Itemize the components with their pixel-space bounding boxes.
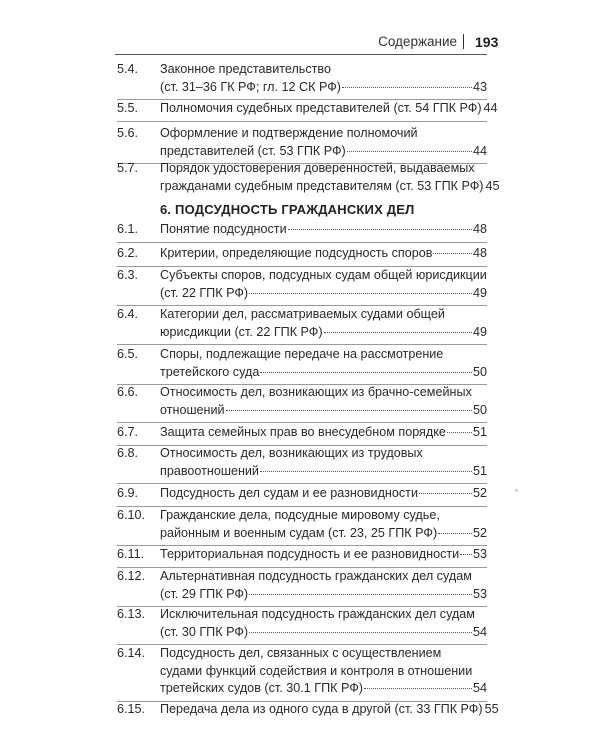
- toc-entry-page: 43: [472, 79, 487, 94]
- toc-entry-page: 54: [472, 681, 487, 695]
- toc-entry-title-line: Порядок удостоверения доверенностей, выдаваемых: [160, 161, 475, 175]
- toc-entry-number: 6.9.: [117, 486, 139, 500]
- toc-entry-number: 6.15.: [117, 702, 146, 716]
- toc-entry-page: 50: [472, 364, 487, 379]
- toc-entry-title-line: районным и военным судам (ст. 23, 25 ГПК РФ): [160, 525, 438, 540]
- dot-leader: [342, 87, 472, 88]
- toc-entry-number: 5.7.: [117, 161, 139, 175]
- toc-entry: [117, 61, 487, 100]
- toc-entry: [117, 445, 487, 484]
- running-header-separator: [463, 34, 464, 49]
- toc-entry-title-line: (ст. 30 ГПК РФ): [160, 624, 249, 639]
- toc-entry-page: 51: [472, 463, 487, 478]
- toc-entry-title-line: Споры, подлежащие передаче на рассмотрение: [160, 347, 444, 361]
- dot-leader: [324, 332, 472, 333]
- toc-entry-number: 6.11.: [117, 547, 145, 561]
- toc-entry-title-line: Исключительная подсудность гражданских дел судам: [160, 607, 475, 621]
- toc-entry-page: 48: [472, 222, 487, 236]
- toc-entry-number: 6.8.: [117, 446, 139, 460]
- toc-entry-number: 6.6.: [117, 385, 139, 399]
- toc-entry: [117, 606, 487, 645]
- toc-entry: [117, 568, 487, 607]
- dot-leader: [364, 688, 472, 689]
- toc-entry: [117, 267, 487, 306]
- toc-entry-title-line: Относимость дел, возникающих из брачно-семейных: [160, 385, 472, 399]
- toc-entry: [117, 160, 500, 198]
- scan-speck: [515, 489, 518, 492]
- header-rule: [115, 54, 487, 55]
- toc-entry-title-line: Передача дела из одного суда в другой (ст. 33 ГПК РФ): [160, 702, 483, 716]
- toc-entry-title-line: судами функций содействия и контроля в отношении: [160, 663, 473, 678]
- dot-leader: [447, 432, 472, 433]
- toc-entry: [117, 645, 487, 702]
- toc-entry-title-line: Гражданские дела, подсудные мировому судье,: [160, 508, 440, 522]
- dot-leader: [249, 293, 472, 294]
- toc-entry-number: 6.3.: [117, 268, 139, 282]
- toc-entry-page: 50: [472, 402, 487, 417]
- toc-entry-page: 49: [472, 324, 487, 339]
- toc-entry-title-line: юрисдикции (ст. 22 ГПК РФ): [160, 324, 323, 339]
- dot-leader: [347, 151, 472, 152]
- toc-entry-title-line: третейского суда: [160, 364, 260, 379]
- toc-entry-number: 6.2.: [117, 246, 139, 260]
- dot-leader: [460, 554, 472, 555]
- toc-entry-page: 51: [472, 425, 487, 439]
- toc-entry-page: 52: [472, 486, 487, 500]
- dot-leader: [288, 229, 472, 230]
- toc-entry-number: 5.5.: [117, 101, 139, 115]
- dot-leader: [260, 372, 472, 373]
- toc-entry: [117, 221, 487, 243]
- toc-entry-page: 53: [472, 586, 487, 601]
- toc-entry-number: 6.4.: [117, 307, 139, 321]
- dot-leader: [438, 533, 472, 534]
- toc-entry-number: 6.14.: [117, 646, 146, 660]
- toc-entry-number: 6.12.: [117, 569, 146, 583]
- toc-entry-page: 49: [472, 285, 487, 300]
- toc-entry-title-line: третейских судов (ст. 30.1 ГПК РФ): [160, 681, 363, 695]
- toc-entry-title-line: гражданами судебным представителям (ст. 53 ГПК РФ): [160, 178, 484, 193]
- toc-entry-page: 53: [472, 547, 487, 561]
- toc-entry-title-line: Относимость дел, возникающих из трудовых: [160, 446, 423, 460]
- toc-entry-title-line: Законное представительство: [160, 62, 331, 76]
- toc-entry: [117, 701, 499, 722]
- dot-leader: [249, 632, 472, 633]
- toc-entry-title-line: Категории дел, рассматриваемых судами общей: [160, 307, 445, 321]
- toc-entry-title-line: Альтернативная подсудность гражданских дел судам: [160, 569, 472, 583]
- toc-entry-page: 48: [472, 246, 487, 260]
- toc-entry-number: 6.13.: [117, 607, 146, 621]
- toc-entry: [117, 507, 487, 546]
- dot-leader: [249, 594, 472, 595]
- toc-entry: [117, 384, 487, 423]
- toc-entry-number: 5.4.: [117, 62, 139, 76]
- toc-entry-title-line: (ст. 31–36 ГК РФ; гл. 12 СК РФ): [160, 79, 341, 94]
- toc-entry-page: 55: [484, 702, 499, 716]
- toc-entry-title-line: правоотношений: [160, 463, 259, 478]
- toc-entry: [117, 306, 487, 345]
- toc-entry-number: 5.6.: [117, 126, 139, 140]
- toc-entry-title-line: Подсудность дел, связанных с осуществлением: [160, 646, 442, 660]
- toc-entry-number: 6.1.: [117, 222, 139, 236]
- toc-entry: [117, 424, 487, 446]
- toc-entry-title-line: отношений: [160, 402, 225, 417]
- toc-entry: [117, 485, 487, 507]
- toc-entry-page: 44: [483, 101, 498, 115]
- toc-entry-title-line: (ст. 22 ГПК РФ): [160, 285, 249, 300]
- section-heading: 6. ПОДСУДНОСТЬ ГРАЖДАНСКИХ ДЕЛ: [160, 202, 415, 217]
- toc-entry-page: 44: [472, 143, 487, 158]
- dot-leader: [226, 410, 472, 411]
- toc-entry-number: 6.5.: [117, 347, 139, 361]
- page-number: 193: [475, 34, 499, 50]
- toc-entry: [117, 245, 487, 267]
- toc-entry-number: 6.10.: [117, 508, 146, 522]
- toc-entry-title-line: (ст. 29 ГПК РФ): [160, 586, 249, 601]
- toc-entry-title-line: Субъекты споров, подсудных судам общей юрисдикции: [160, 268, 487, 282]
- toc-entry-title-line: Оформление и подтверждение полномочий: [160, 126, 418, 140]
- toc-entry-title-line: Территориальная подсудность и ее разновидности: [160, 547, 460, 561]
- toc-entry-title-line: Подсудность дел судам и ее разновидности: [160, 486, 418, 500]
- toc-entry-number: 6.7.: [117, 425, 139, 439]
- toc-entry-title-line: Полномочия судебных представителей (ст. 54 ГПК РФ): [160, 101, 482, 115]
- toc-entry: [117, 125, 487, 164]
- dot-leader: [260, 471, 472, 472]
- toc-entry-page: 45: [485, 178, 500, 193]
- toc-entry: [117, 100, 498, 122]
- running-header: [0, 32, 600, 54]
- toc-entry-page: 52: [472, 525, 487, 540]
- dot-leader: [419, 493, 472, 494]
- toc-entry-title-line: представителей (ст. 53 ГПК РФ): [160, 143, 346, 158]
- toc-entry-title-line: Защита семейных прав во внесудебном порядке: [160, 425, 446, 439]
- dot-leader: [433, 253, 472, 254]
- toc-entry-title-line: Критерии, определяющие подсудность споров: [160, 246, 433, 260]
- toc-entry: [117, 546, 487, 568]
- running-header-title: Содержание: [378, 34, 457, 49]
- toc-entry: [117, 346, 487, 385]
- toc-entry-title-line: Понятие подсудности: [160, 222, 287, 236]
- toc-entry-page: 54: [472, 624, 487, 639]
